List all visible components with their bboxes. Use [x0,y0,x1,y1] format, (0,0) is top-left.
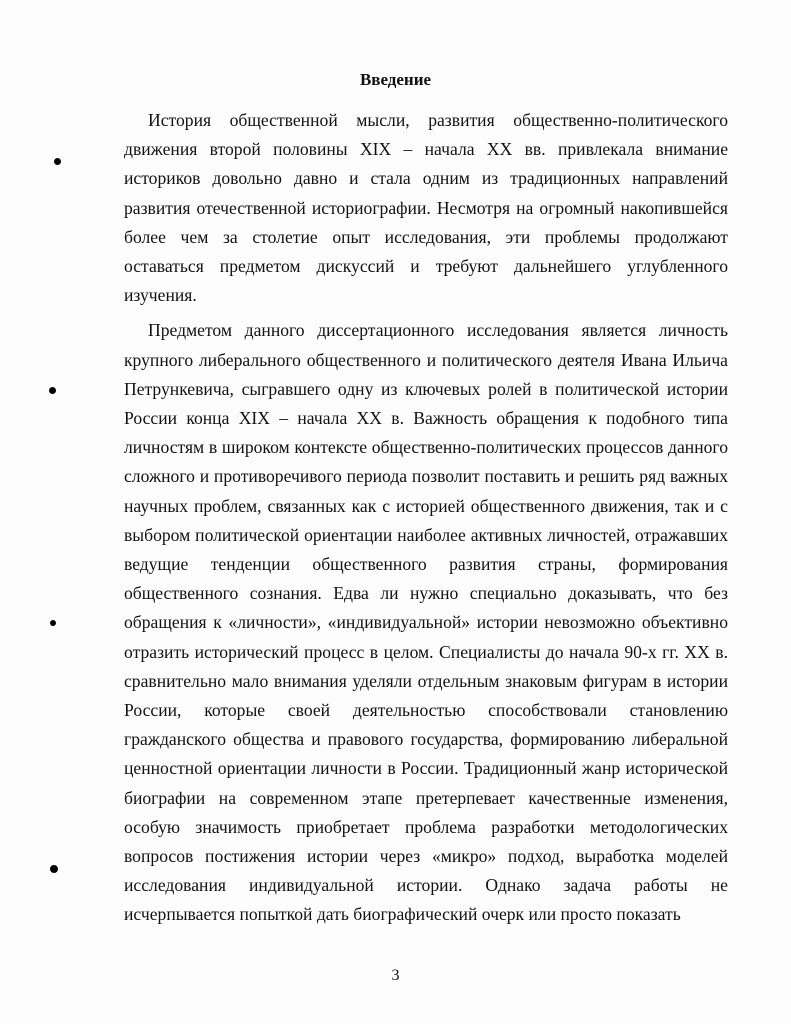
binding-hole-mark [49,387,56,394]
paragraph: Предметом данного диссертационного исследования является личность крупного либерального общественного и политического деятеля Ивана Ильича Петрункевича, сыгравшего одну из ключевых ролей в политической истории России конца XIX – начала XX в. Важность обращения к подобного типа личностям в широком контексте общественно-политических процессов данного сложного и противоречивого периода позволит поставить и решить ряд важных научных проблем, связанных как с историей общественного движения, так и с выбором политической ориентации наиболее активных личностей, отражавших ведущие тенденции общественного развития страны, формирования общественного сознания. Едва ли нужно специально доказывать, что без обращения к «личности», «индивидуальной» истории невозможно объективно отразить исторический процесс в целом. Специалисты до начала 90-х гг. XX в. сравнительно мало внимания уделяли отдельным знаковым фигурам в истории России, которые своей деятельностью способствовали становлению гражданского общества и правового государства, формированию либеральной ценностной ориентации личности в России. Традиционный жанр исторической биографии на современном этапе претерпевает качественные изменения, особую значимость приобретает проблема разработки методологических вопросов постижения истории через «микро» подход, выработка моделей исследования индивидуальной истории. Однако задача работы не исчерпывается попыткой дать биографический очерк или просто показать [124,320,728,925]
paragraph: История общественной мысли, развития общественно-политического движения второй половины XIX – начала XX вв. привлекала внимание историков довольно давно и стала одним из традиционных направлений развития отечественной историографии. Несмотря на огромный накопившейся более чем за столетие опыт исследования, эти проблемы продолжают оставаться предметом дискуссий и требуют дальнейшего углубленного изучения. [124,110,728,306]
section-heading: Введение [359,70,432,89]
page-number: 3 [391,967,400,984]
binding-hole-mark [50,620,56,626]
body-text [124,106,728,930]
binding-hole-mark [50,865,58,873]
binding-hole-mark [54,158,61,165]
